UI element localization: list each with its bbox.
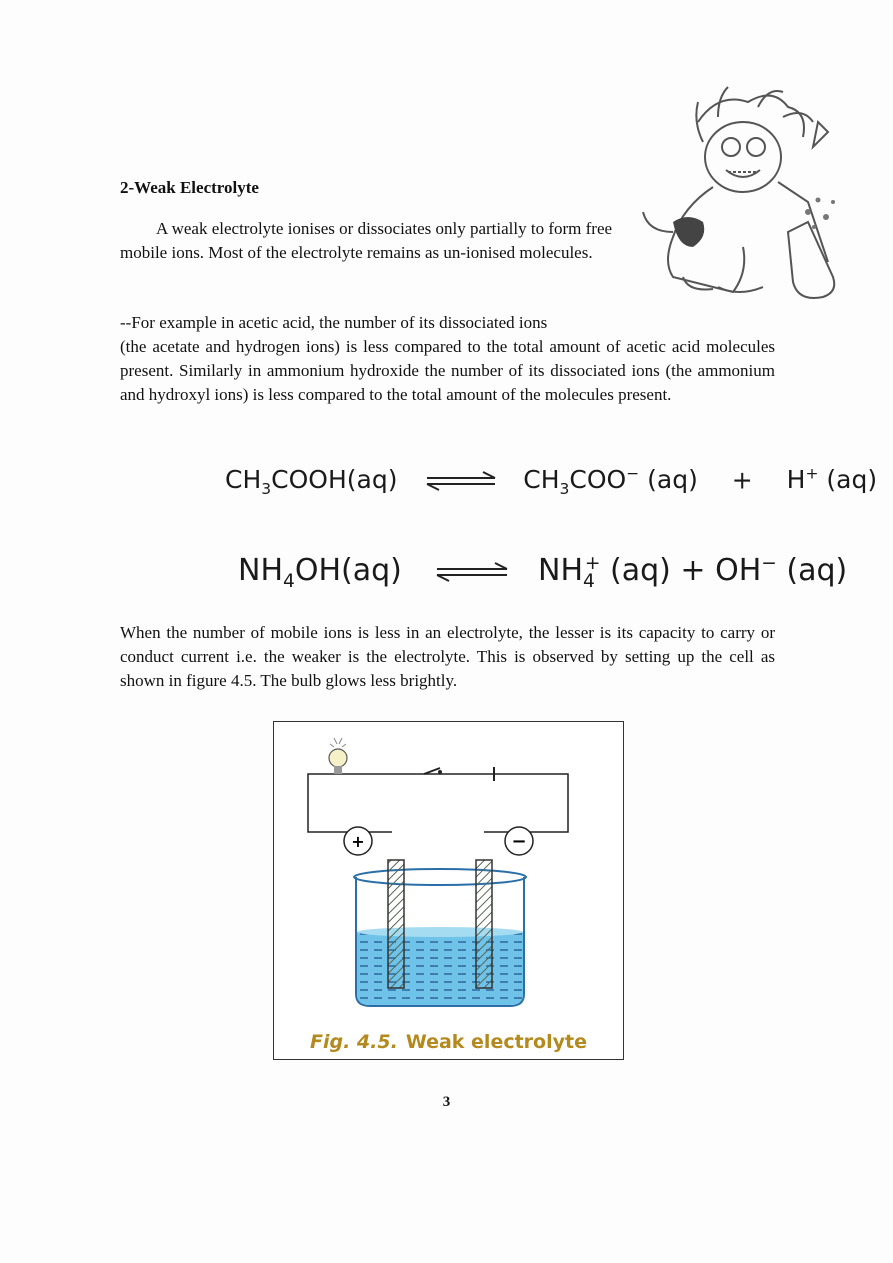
- eq2-product-ammonium: $NH_4^+$ (aq): [538, 553, 671, 592]
- anode-electrode: [388, 860, 404, 988]
- figure-caption-label: Fig. 4.5.: [310, 1031, 398, 1053]
- positive-symbol: +: [351, 832, 365, 851]
- paragraph-weak-electrolyte-definition: [120, 217, 620, 265]
- paragraph-example-body: (the acetate and hydrogen ions) is less compared to the total amount of acetic acid molecules present. Similarly in ammonium hydroxide the number of its dissociated ions (the ammonium and hydroxyl ions) is less compared to the total amount of the molecules present.: [120, 337, 775, 404]
- switch-icon: [424, 768, 442, 774]
- eq1-product-acetate: $CH_3COO^-$ (aq): [523, 465, 698, 499]
- eq1-product-hydrogen: H+ (aq): [786, 465, 878, 495]
- page-number: 3: [442, 1094, 451, 1110]
- equation-acetic-acid: [225, 465, 877, 498]
- figure-weak-electrolyte: [273, 721, 624, 1060]
- figure-caption-title: Weak electrolyte: [405, 1031, 587, 1053]
- eq2-product-hydroxyl: OH− (aq): [715, 553, 848, 588]
- eq2-plus: +: [680, 553, 706, 588]
- cathode-electrode: [476, 860, 492, 988]
- equation-ammonium-hydroxide: [238, 553, 847, 592]
- electrolytic-cell-diagram: [274, 722, 623, 1022]
- section-heading: 2-Weak Electrolyte: [120, 178, 259, 197]
- figure-caption: [274, 1031, 623, 1053]
- eq1-reactant: $CH_3COOH(aq)$: [225, 465, 398, 499]
- equilibrium-arrow-icon: [425, 470, 497, 492]
- paragraph-conductivity: When the number of mobile ions is less in an electrolyte, the lesser is its capacity to carry or conduct current i.e. the weaker is the electrolyte. This is observed by setting up the cell as shown in figure 4.5. The bulb glows less brightly.: [120, 623, 775, 690]
- scan-bleed-through: [650, 90, 850, 150]
- equilibrium-arrow-icon: [435, 561, 509, 583]
- eq2-reactant: $NH_4OH(aq)$: [238, 553, 402, 592]
- negative-symbol: −: [511, 831, 527, 852]
- paragraph-text: A weak electrolyte ionises or dissociates only partially to form free mobile ions. Most of the electrolyte remains as un-ionised molecules.: [120, 219, 613, 262]
- paragraph-example-first-line: --For example in acetic acid, the number of its dissociated ions: [120, 313, 548, 332]
- light-bulb-icon: [329, 738, 347, 774]
- eq1-plus: +: [731, 465, 753, 495]
